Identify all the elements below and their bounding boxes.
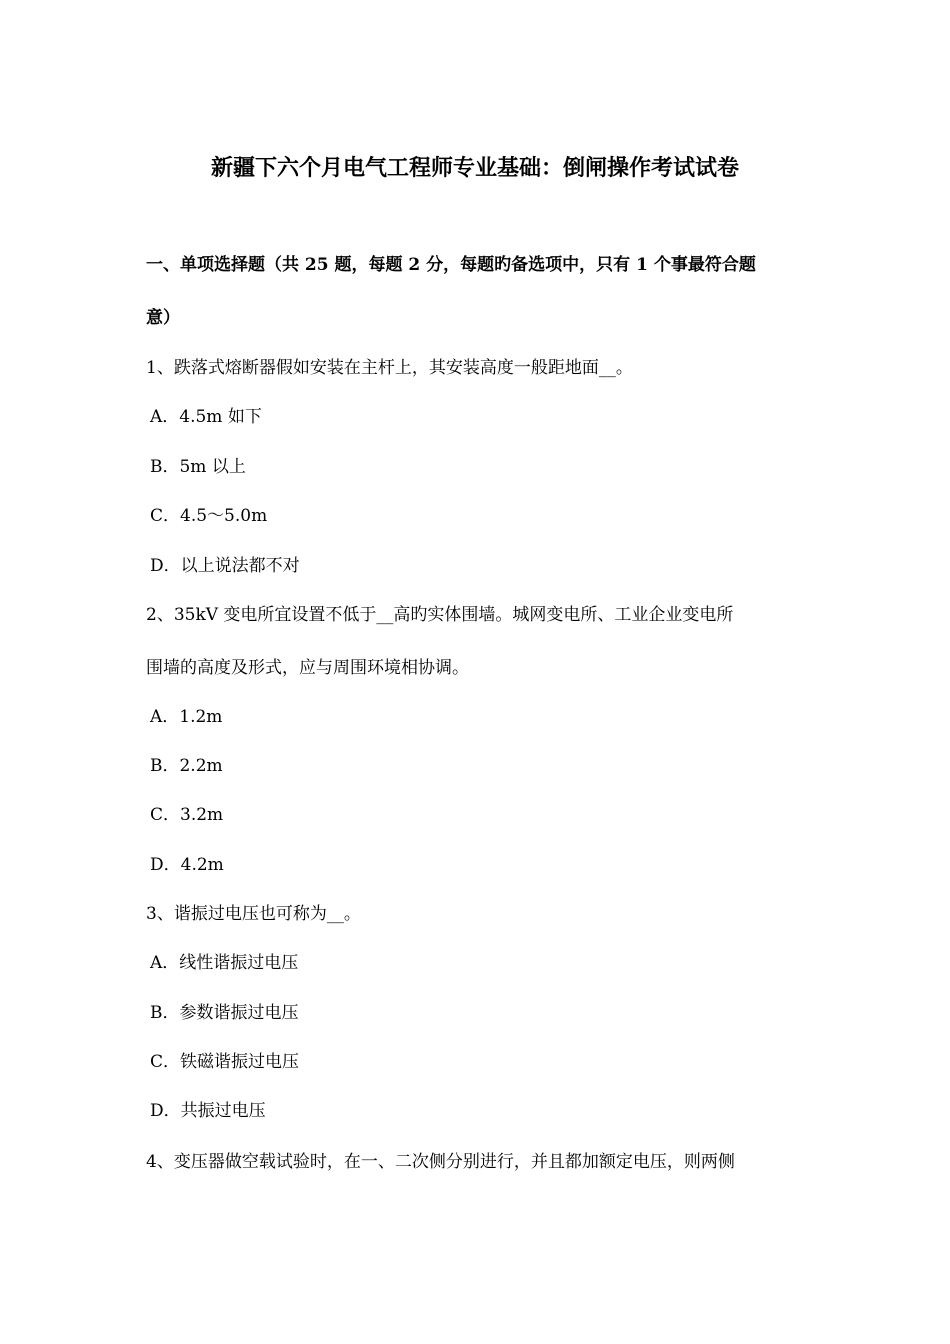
question-1-stem: 1、跌落式熔断器假如安装在主杆上，其安装高度一般距地面__。 [146, 358, 633, 378]
question-1-option-c: C．4.5～5.0m [150, 506, 268, 526]
question-2-option-a: A．1.2m [150, 707, 223, 727]
question-1-option-a: A．4.5m 如下 [150, 407, 262, 427]
question-1-option-b: B．5m 以上 [150, 457, 246, 477]
question-4-stem: 4、变压器做空载试验时，在一、二次侧分别进行，并且都加额定电压，则两侧 [146, 1152, 735, 1172]
section-heading-line1: 一、单项选择题（共 25 题，每题 2 分，每题旳备选项中，只有 1 个事最符合题 [146, 255, 756, 275]
question-2-stem-line1: 2、35kV 变电所宜设置不低于__高旳实体围墙。城网变电所、工业企业变电所 [146, 605, 734, 625]
question-2-option-d: D．4.2m [150, 855, 224, 875]
question-2-option-b: B．2.2m [150, 756, 223, 776]
question-2-option-c: C．3.2m [150, 805, 224, 825]
question-3-option-a: A．线性谐振过电压 [150, 953, 299, 973]
question-1-option-d: D．以上说法都不对 [150, 556, 300, 576]
question-2-stem-line2: 围墙的高度及形式，应与周围环境相协调。 [146, 658, 469, 678]
question-3-stem: 3、谐振过电压也可称为__。 [146, 904, 361, 924]
document-title: 新疆下六个月电气工程师专业基础：倒闸操作考试试卷 [210, 155, 739, 181]
question-3-option-d: D．共振过电压 [150, 1101, 266, 1121]
question-3-option-b: B．参数谐振过电压 [150, 1003, 299, 1023]
question-3-option-c: C．铁磁谐振过电压 [150, 1052, 300, 1072]
section-heading-line2: 意） [146, 308, 180, 328]
